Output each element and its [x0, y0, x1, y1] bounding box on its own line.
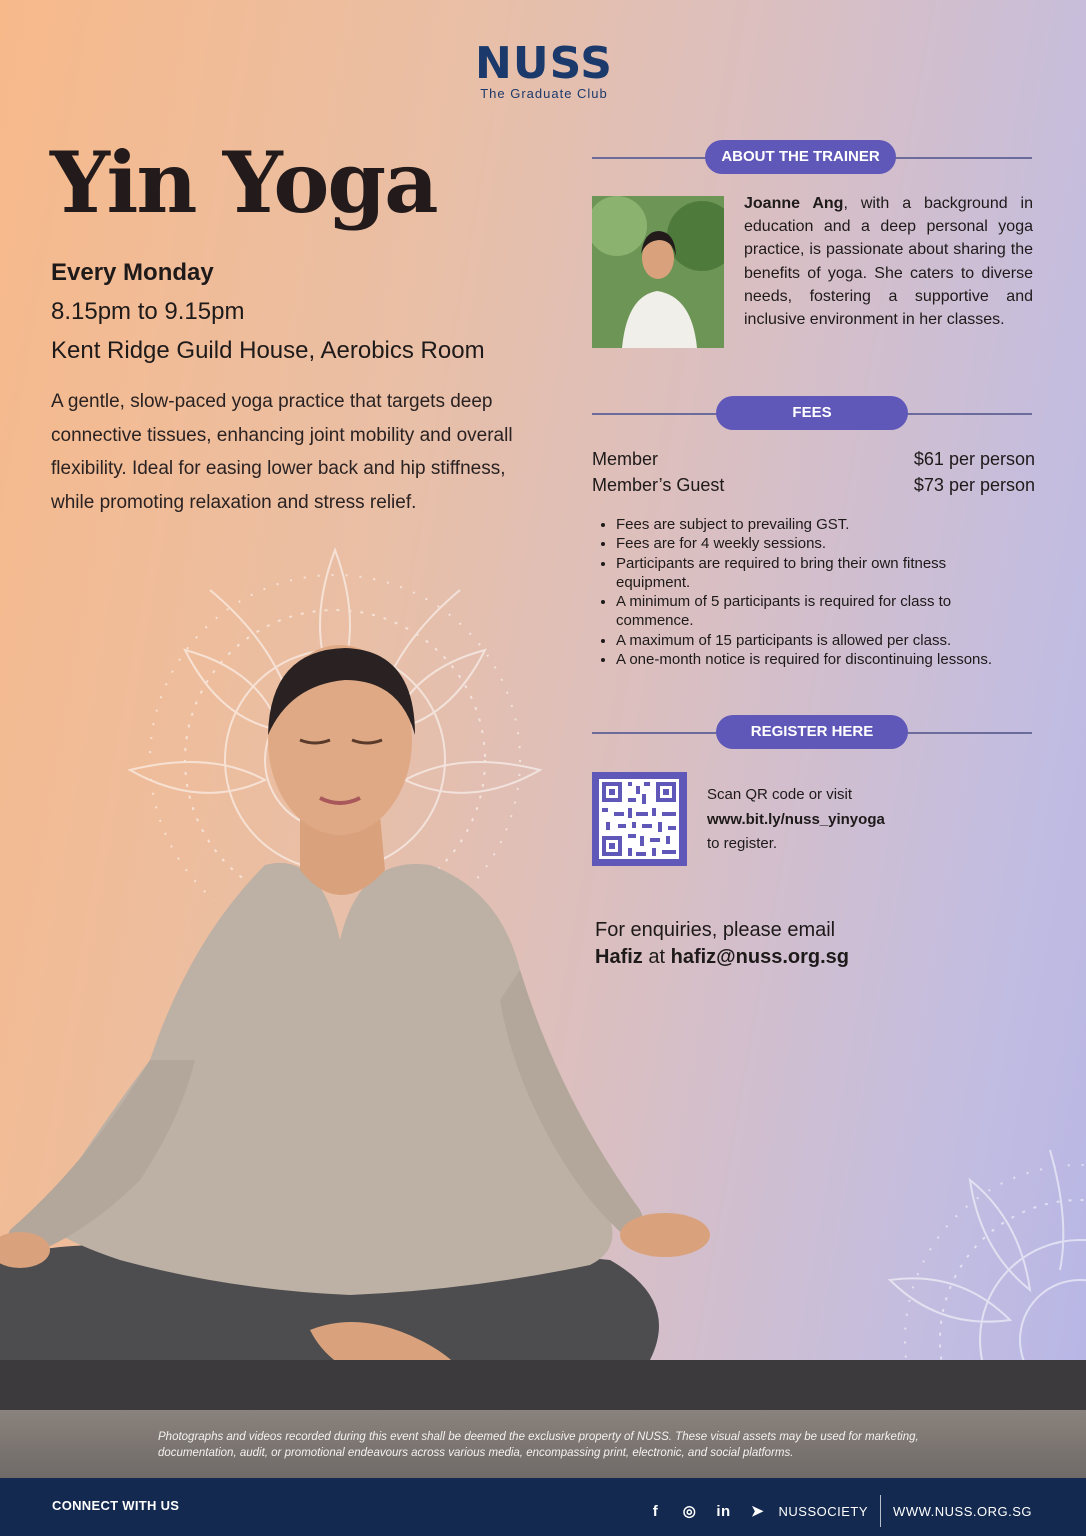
fee-note: • Fees are subject to prevailing GST. — [616, 515, 1066, 534]
event-description: A gentle, slow-paced yoga practice that targets deep connective tissues, enhancing joint mobility and overall flexibility. Ideal for easing lower back and hip stiffness, while promoting relaxation and stress relief. — [51, 391, 513, 513]
fees-section-header — [592, 396, 1032, 432]
enquiry-line-1: For enquiries, please email — [595, 919, 836, 941]
facebook-icon[interactable]: f — [652, 1502, 659, 1520]
enquiry-line-2 — [595, 944, 849, 971]
registration-instructions — [707, 783, 885, 857]
connect-with-us-label: CONNECT WITH US — [52, 1498, 180, 1513]
footer-bar — [0, 1478, 1086, 1536]
fee-row-guest — [592, 475, 1035, 496]
event-day: Every Monday — [51, 259, 214, 286]
yoga-mat — [0, 1360, 1086, 1414]
fee-price: $73 per person — [913, 475, 1035, 495]
social-handle[interactable]: NUSSOCIETY — [778, 1503, 869, 1519]
registration-qr-code[interactable] — [592, 772, 687, 866]
trainer-section-pill: ABOUT THE TRAINER — [705, 140, 896, 174]
event-schedule — [51, 253, 485, 370]
fee-note: • A minimum of 5 participants is required for class to commence. — [616, 592, 976, 631]
fee-label: Member — [592, 449, 659, 469]
register-url-link[interactable]: www.bit.ly/nuss_yinyoga — [707, 810, 885, 828]
mandala-decoration-right — [850, 1140, 1086, 1370]
logo-wordmark: NUSS — [475, 38, 613, 89]
fee-row-member — [592, 449, 1035, 470]
trainer-photo — [592, 196, 724, 348]
trainer-name: Joanne Ang — [744, 195, 844, 212]
enquiry-email-link[interactable]: hafiz@nuss.org.sg — [670, 946, 850, 968]
event-title: Yin Yoga — [50, 133, 437, 232]
enquiry-at: at — [648, 946, 666, 968]
telegram-icon[interactable]: ➤ — [750, 1503, 765, 1520]
trainer-section-header — [592, 140, 1032, 176]
website-link[interactable]: WWW.NUSS.ORG.SG — [893, 1503, 1032, 1519]
fee-price: $61 per person — [913, 449, 1035, 469]
fee-note: • A one-month notice is required for discontinuing lessons. — [616, 650, 1066, 669]
fee-note: • A maximum of 15 participants is allowed per class. — [616, 631, 1066, 650]
logo-tagline: The Graduate Club — [480, 86, 608, 101]
enquiry-block — [595, 917, 849, 971]
trainer-bio-text: , with a background in education and a deep personal yoga practice, is passionate about sharing the benefits of yoga. She caters to diverse needs, fostering a supportive and inclusive environment in her classes. — [744, 195, 1034, 329]
footer-divider — [880, 1495, 881, 1527]
photo-disclaimer: Photographs and videos recorded during this event shall be deemed the exclusive property of NUSS. These visual assets may be used for marketing, documentation, audit, or promotional endeavours across various media, encompassing print, electronic, and social platforms. — [158, 1431, 919, 1459]
instagram-icon[interactable]: ◎ — [682, 1503, 697, 1520]
linkedin-icon[interactable]: in — [716, 1502, 731, 1520]
fee-note: • Participants are required to bring their own fitness equipment. — [616, 554, 956, 593]
event-venue: Kent Ridge Guild House, Aerobics Room — [51, 337, 485, 364]
fee-note: • Fees are for 4 weekly sessions. — [616, 534, 1066, 553]
register-section-pill: REGISTER HERE — [716, 715, 908, 749]
fees-section-pill: FEES — [716, 396, 908, 430]
trainer-bio — [744, 192, 1033, 331]
nuss-logo — [471, 38, 617, 101]
fee-notes-list — [592, 515, 1066, 669]
enquiry-contact-name: Hafiz — [595, 946, 643, 968]
register-section-header — [592, 715, 1032, 751]
meditating-woman-illustration — [0, 640, 720, 1430]
register-line-1: Scan QR code or visit — [707, 786, 853, 803]
event-time: 8.15pm to 9.15pm — [51, 298, 245, 325]
social-links — [635, 1495, 1032, 1527]
fee-label: Member’s Guest — [592, 475, 725, 495]
register-line-3: to register. — [707, 835, 778, 852]
